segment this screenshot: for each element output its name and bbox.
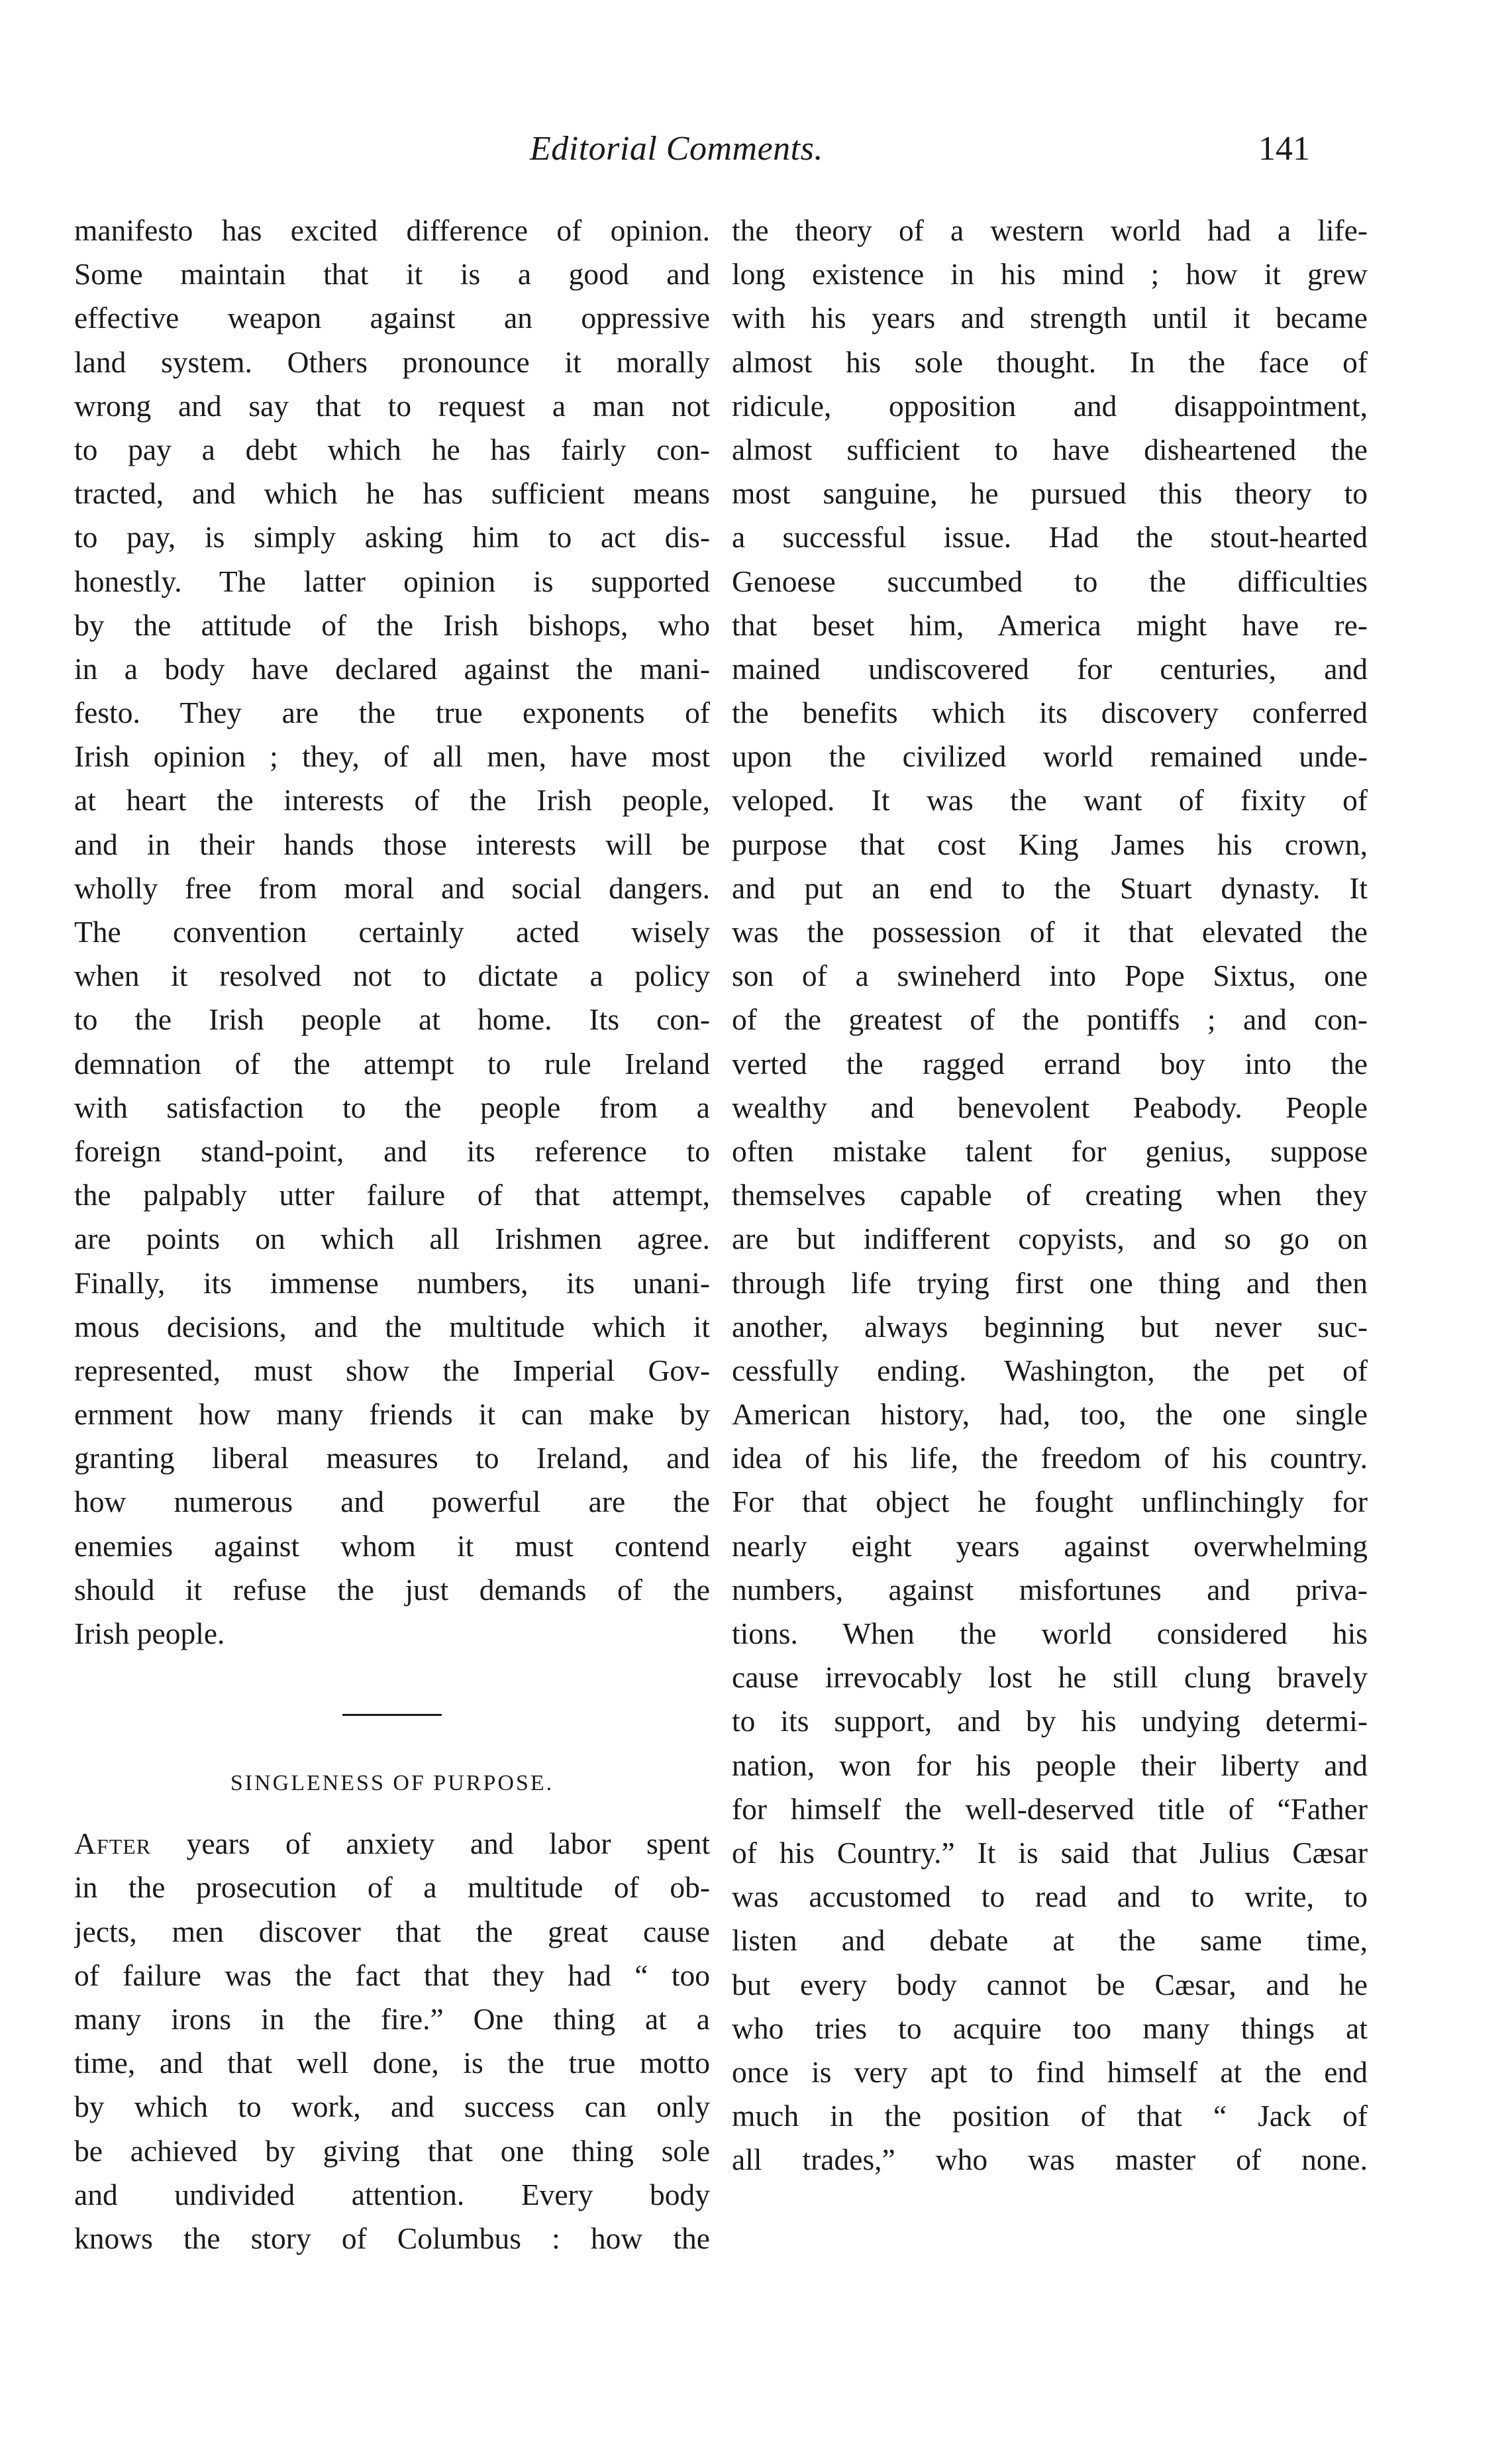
text-line: and put an end to the Stuart dynasty. It <box>732 871 1368 905</box>
lead-word: After <box>74 1827 152 1861</box>
text-line: the palpably utter failure of that attempt, <box>74 1178 710 1212</box>
text-line: Genoese succumbed to the difficulties <box>732 564 1368 598</box>
text-line: of the greatest of the pontiffs ; and con- <box>732 1002 1368 1037</box>
page-header <box>0 129 1512 182</box>
text-line: land system. Others pronounce it morally <box>74 345 710 379</box>
text-line: to its support, and by his undying determi- <box>732 1704 1368 1738</box>
text-line: ridicule, opposition and disappointment, <box>732 388 1368 423</box>
text-line: cause irrevocably lost he still clung bravely <box>732 1660 1368 1695</box>
text-line: son of a swineherd into Pope Sixtus, one <box>732 959 1368 993</box>
text-line: verted the ragged errand boy into the <box>732 1046 1368 1081</box>
text-line: idea of his life, the freedom of his country. <box>732 1441 1368 1475</box>
text-line: foreign stand-point, and its reference to <box>74 1134 710 1168</box>
text-line: knows the story of Columbus : how the <box>74 2221 710 2255</box>
text-line: nation, won for his people their liberty and <box>732 1748 1368 1782</box>
text-line: almost his sole thought. In the face of <box>732 345 1368 379</box>
lead-line-rest: years of anxiety and labor spent <box>151 1827 710 1861</box>
text-line: by which to work, and success can only <box>74 2090 710 2124</box>
text-line: but every body cannot be Cæsar, and he <box>732 1967 1368 2001</box>
text-line: to pay, is simply asking him to act dis- <box>74 520 710 555</box>
text-line: to pay a debt which he has fairly con- <box>74 432 710 466</box>
text-line: most sanguine, he pursued this theory to <box>732 476 1368 511</box>
text-line: in a body have declared against the mani- <box>74 651 710 686</box>
text-line: long existence in his mind ; how it grew <box>732 257 1368 292</box>
text-line: with satisfaction to the people from a <box>74 1090 710 1124</box>
text-line: cessfully ending. Washington, the pet of <box>732 1353 1368 1387</box>
text-line: tions. When the world considered his <box>732 1617 1368 1650</box>
text-line: Some maintain that it is a good and <box>74 257 710 292</box>
text-line: another, always beginning but never suc- <box>732 1309 1368 1344</box>
text-line: by the attitude of the Irish bishops, who <box>74 608 710 642</box>
text-line: wholly free from moral and social dangers. <box>74 871 710 905</box>
text-line: festo. They are the true exponents of <box>74 696 710 730</box>
text-line: for himself the well-deserved title of “Father <box>732 1791 1368 1826</box>
text-line: all trades,” who was master of none. <box>732 2143 1368 2177</box>
text-line: and in their hands those interests will be <box>74 827 710 861</box>
text-line: manifesto has excited difference of opinion. <box>74 213 710 247</box>
text-line: was accustomed to read and to write, to <box>732 1880 1368 1914</box>
text-line: upon the civilized world remained unde- <box>732 739 1368 774</box>
text-line: the theory of a western world had a life- <box>732 213 1368 247</box>
text-line: granting liberal measures to Ireland, and <box>74 1441 710 1475</box>
text-line: how numerous and powerful are the <box>74 1485 710 1519</box>
text-line: who tries to acquire too many things at <box>732 2011 1368 2045</box>
text-line: demnation of the attempt to rule Ireland <box>74 1046 710 1081</box>
text-line <box>74 1822 710 1866</box>
text-line: honestly. The latter opinion is supported <box>74 564 710 598</box>
text-line: much in the position of that “ Jack of <box>732 2099 1368 2133</box>
text-line: veloped. It was the want of fixity of <box>732 783 1368 818</box>
text-line: wealthy and benevolent Peabody. People <box>732 1090 1368 1124</box>
text-line: of his Country.” It is said that Julius Cæsar <box>732 1835 1368 1870</box>
text-line: the benefits which its discovery conferred <box>732 696 1368 730</box>
text-line: at heart the interests of the Irish people, <box>74 783 710 818</box>
text-line: time, and that well done, is the true motto <box>74 2046 710 2080</box>
text-line: in the prosecution of a multitude of ob- <box>74 1870 710 1905</box>
text-line: almost sufficient to have disheartened the <box>732 432 1368 466</box>
page-number: 141 <box>1258 130 1310 168</box>
text-line: mous decisions, and the multitude which it <box>74 1309 710 1344</box>
text-line: often mistake talent for genius, suppose <box>732 1134 1368 1168</box>
text-line: American history, had, too, the one single <box>732 1397 1368 1432</box>
text-line: themselves capable of creating when they <box>732 1178 1368 1212</box>
text-line: nearly eight years against overwhelming <box>732 1528 1368 1563</box>
text-line: jects, men discover that the great cause <box>74 1914 710 1948</box>
text-line: was the possession of it that elevated the <box>732 915 1368 949</box>
text-line: a successful issue. Had the stout-hearted <box>732 520 1368 555</box>
text-line: to the Irish people at home. Its con- <box>74 1002 710 1037</box>
text-line: when it resolved not to dictate a policy <box>74 959 710 993</box>
text-line: Finally, its immense numbers, its unani- <box>74 1265 710 1300</box>
right-column <box>732 209 1368 2182</box>
section-title: SINGLENESS OF PURPOSE. <box>230 1771 554 1796</box>
running-head: Editorial Comments. <box>530 130 823 168</box>
text-line: tracted, and which he has sufficient means <box>74 476 710 511</box>
section-divider <box>342 1714 442 1716</box>
text-line: and undivided attention. Every body <box>74 2177 710 2211</box>
text-line: wrong and say that to request a man not <box>74 388 710 423</box>
text-line: mained undiscovered for centuries, and <box>732 651 1368 686</box>
section-paragraph-continued <box>732 209 1368 2182</box>
text-line: should it refuse the just demands of the <box>74 1572 710 1607</box>
text-line: of failure was the fact that they had “ too <box>74 1958 710 1992</box>
text-line: purpose that cost King James his crown, <box>732 827 1368 861</box>
text-line: are points on which all Irishmen agree. <box>74 1222 710 1256</box>
section-paragraph <box>74 1822 710 2260</box>
text-line: Irish people. <box>74 1617 225 1650</box>
text-line: For that object he fought unflinchingly for <box>732 1485 1368 1519</box>
text-line: with his years and strength until it became <box>732 301 1368 335</box>
text-line: are but indifferent copyists, and so go on <box>732 1222 1368 1256</box>
text-line: ernment how many friends it can make by <box>74 1397 710 1432</box>
text-line: once is very apt to find himself at the end <box>732 2054 1368 2089</box>
text-line: listen and debate at the same time, <box>732 1923 1368 1958</box>
text-line: enemies against whom it must contend <box>74 1528 710 1563</box>
text-line: that beset him, America might have re- <box>732 608 1368 642</box>
editorial-paragraph <box>74 209 710 1656</box>
text-line: effective weapon against an oppressive <box>74 301 710 335</box>
text-line: be achieved by giving that one thing sole <box>74 2133 710 2168</box>
text-line: numbers, against misfortunes and priva- <box>732 1572 1368 1607</box>
text-line: The convention certainly acted wisely <box>74 915 710 949</box>
left-column <box>74 209 710 2260</box>
text-line: many irons in the fire.” One thing at a <box>74 2001 710 2036</box>
text-line: Irish opinion ; they, of all men, have most <box>74 739 710 774</box>
text-line: represented, must show the Imperial Gov- <box>74 1353 710 1387</box>
text-line: through life trying first one thing and then <box>732 1265 1368 1300</box>
